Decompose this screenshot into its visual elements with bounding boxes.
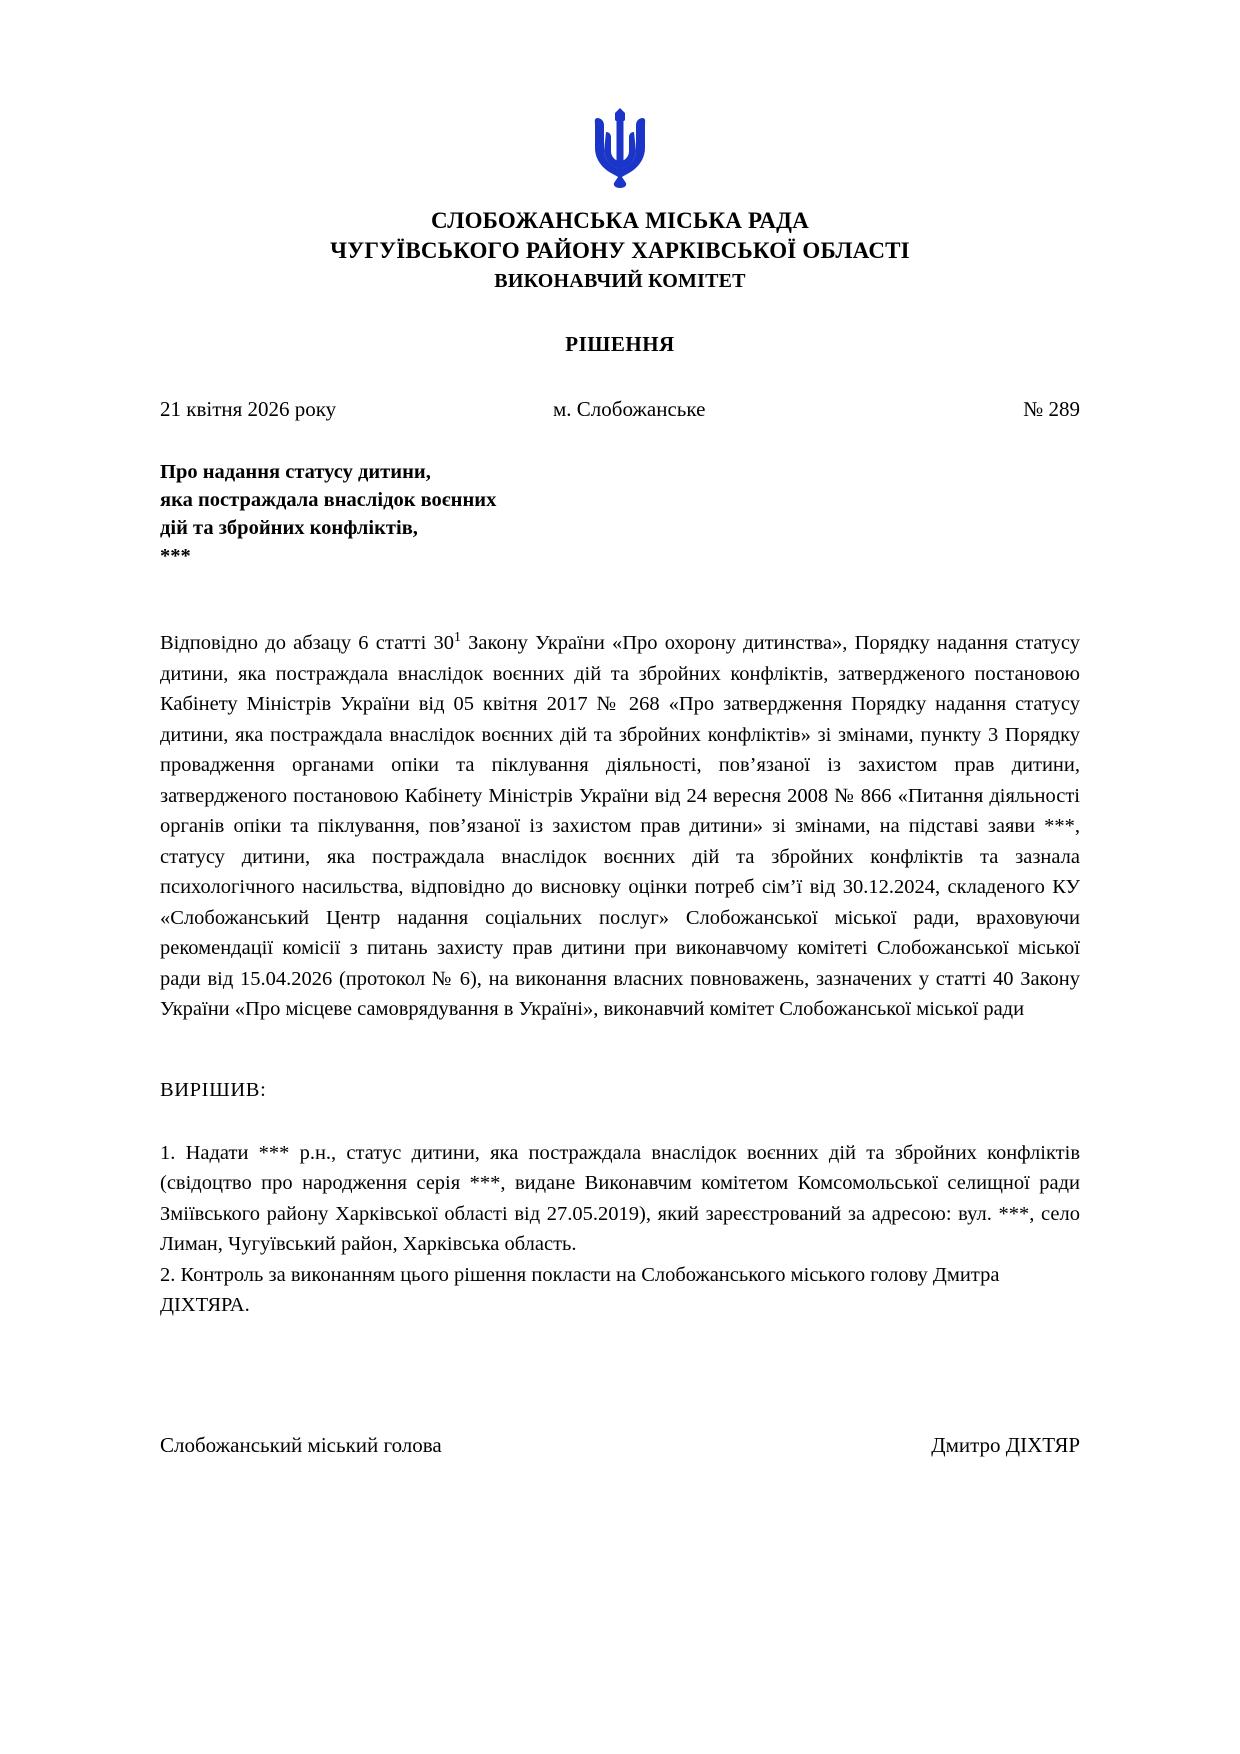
subject-line-2: яка постраждала внаслідок воєнних	[160, 489, 497, 511]
subject-line-4: ***	[160, 545, 191, 567]
article-superscript: 1	[453, 630, 461, 646]
preamble-paragraph	[160, 628, 1080, 1025]
org-name-line-2: ЧУГУЇВСЬКОГО РАЙОНУ ХАРКІВСЬКОЇ ОБЛАСТІ	[330, 238, 910, 263]
decision-keyword: ВИРІШИВ:	[160, 1078, 267, 1101]
signature-block	[160, 1433, 1080, 1458]
document-place: м. Слобожанське	[552, 397, 706, 421]
signatory-title: Слобожанський міський голова	[160, 1432, 442, 1457]
organization-header	[160, 206, 1080, 296]
preamble-text	[160, 628, 1080, 1025]
decision-item-1: 1. Надати *** р.н., статус дитини, яка постраждала внаслідок воєнних дій та збройних конфліктів (свідоцтво про народження серія ***, видане Виконавчим комітетом Комсомольської селищної ради Зміївського району Харківської області від 27.05.2019), який зареєстрований за адресою: вул. ***, село Лиман, Чугуївський район, Харківська область.	[160, 1141, 1080, 1255]
preamble-part-a: Відповідно до абзацу 6 статті 30	[160, 632, 454, 654]
subject-line-1: Про надання статусу дитини,	[160, 461, 431, 483]
decision-items	[160, 1138, 1080, 1321]
preamble-part-b: Закону України «Про охорону дитинства», Порядку надання статусу дитини, яка постраждала внаслідок воєнних дій та збройних конфліктів, затвердженого постановою Кабінету Міністрів України від 05 квітня 2017 № 268 «Про затвердження Порядку надання статусу дитини, яка постраждала внаслідок воєнних дій та збройних конфліктів» зі змінами, пункту 3 Порядку провадження органами опіки та піклування діяльності, пов’язаної із захистом прав дитини, затвердженого постановою Кабінету Міністрів України від 24 вересня 2008 № 866 «Питання діяльності органів опіки та піклування, пов’язаної із захистом прав дитини» зі змінами, на підставі заяви ***, статусу дитини, яка постраждала внаслідок воєнних дій та збройних конфліктів та зазнала психологічного насильства, відповідно до висновку оцінки потреб сім’ї від 30.12.2024, складеного КУ «Слобожанський Центр надання соціальних послуг» Слобожанської міської ради, враховуючи рекомендації комісії з питань захисту прав дитини при виконавчому комітеті Слобожанської міської ради від 15.04.2026 (протокол № 6), на виконання власних повноважень, зазначених у статті 40 Закону України «Про місцеве самоврядування в Україні», виконавчий комітет Слобожанської міської ради	[160, 632, 1080, 1020]
document-date: 21 квітня 2026 року	[160, 397, 337, 421]
org-name-line-1: СЛОБОЖАНСЬКА МІСЬКА РАДА	[431, 208, 809, 233]
subject-line-3: дій та збройних конфліктів,	[160, 517, 418, 539]
emblem-container	[160, 106, 1080, 192]
decision-item-2: 2. Контроль за виконанням цього рішення покласти на Слобожанського міського голову Дмитра ДІХТЯРА.	[160, 1263, 1000, 1316]
document-meta-row	[160, 397, 1080, 422]
signatory-name: Дмитро ДІХТЯР	[931, 1432, 1080, 1457]
document-subject	[160, 458, 720, 570]
document-type-title: РІШЕННЯ	[565, 332, 675, 356]
org-name-line-3: ВИКОНАВЧИЙ КОМІТЕТ	[494, 270, 746, 292]
ukraine-trident-coat-of-arms-icon	[589, 106, 651, 192]
document-number: № 289	[1023, 397, 1080, 421]
